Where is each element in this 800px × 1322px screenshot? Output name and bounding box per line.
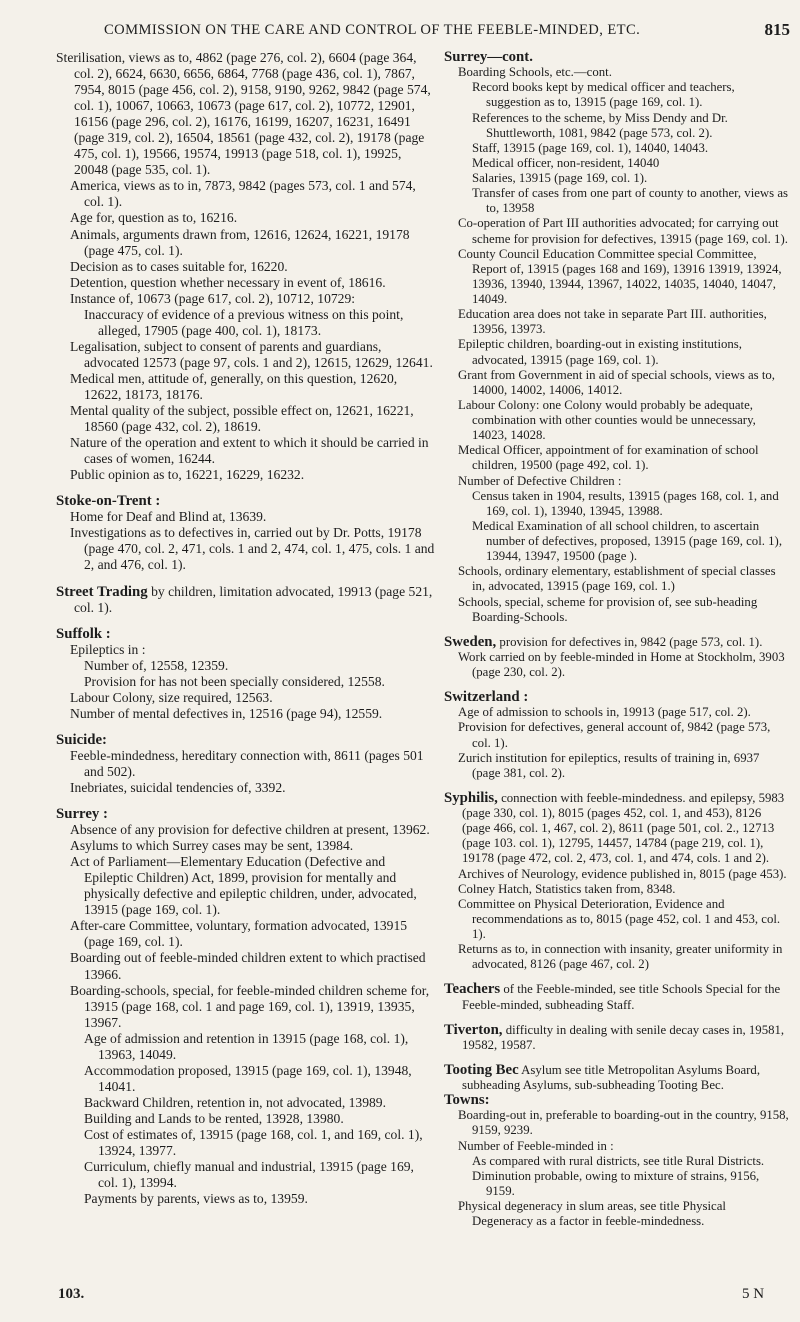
index-entry-text: Salaries, 13915 (page 169, col. 1). xyxy=(472,171,648,185)
index-heading: Suffolk : xyxy=(56,625,111,642)
index-entry-text: Census taken in 1904, results, 13915 (pages 168, col. 1, and 169, col. 1), 13940, 13945, 13988. xyxy=(472,488,779,518)
index-entry-text: Archives of Neurology, evidence published in, 8015 (page 453). xyxy=(458,866,787,881)
index-entry xyxy=(56,227,436,259)
index-entry xyxy=(444,942,790,972)
index-entry xyxy=(56,950,436,982)
index-heading: Tiverton, xyxy=(444,1021,503,1038)
index-entry-text: Medical Officer, appointment of for examination of school children, 19500 (page 492, col. 1). xyxy=(458,443,759,473)
index-entry xyxy=(444,489,790,519)
index-entry-text: of the Feeble-minded, see title Schools Special for the Feeble-minded, subheading Staff. xyxy=(462,982,781,1012)
index-column-right xyxy=(444,50,790,1229)
index-entry-text: America, views as to in, 7873, 9842 (pages 573, col. 1 and 574, col. 1). xyxy=(70,178,416,210)
index-entry xyxy=(56,838,436,854)
index-entry-text: Mental quality of the subject, possible effect on, 12621, 16221, 18560 (page 432, col. 2), 18619. xyxy=(70,403,414,435)
index-entry xyxy=(56,291,436,307)
index-entry-text: Decision as to cases suitable for, 16220. xyxy=(70,258,288,274)
index-entry xyxy=(444,791,790,867)
index-entry xyxy=(444,650,790,680)
index-entry xyxy=(444,519,790,564)
index-entry xyxy=(444,1139,790,1154)
index-heading: Surrey : xyxy=(56,806,108,823)
index-heading: Syphilis, xyxy=(444,789,498,806)
index-entry xyxy=(56,210,436,226)
index-entry-text: Number of, 12558, 12359. xyxy=(84,657,229,673)
index-entry xyxy=(444,690,790,705)
index-entry-text: Epileptics in : xyxy=(70,641,146,657)
index-entry xyxy=(56,748,436,780)
index-entry-text: Boarding Schools, etc.—cont. xyxy=(458,65,612,80)
index-entry-text: Schools, ordinary elementary, establishment of special classes in, advocated, 13915 (page 169, col. 1.) xyxy=(458,564,776,594)
index-entry xyxy=(444,1093,790,1108)
index-entry-text: Number of Feeble-minded in : xyxy=(458,1138,614,1153)
index-entry xyxy=(56,307,436,339)
index-entry xyxy=(444,171,790,186)
index-entry-text: Grant from Government in aid of special schools, views as to, 14000, 14002, 14006, 14012. xyxy=(458,367,776,397)
index-entry-text: Boarding-out in, preferable to boarding-out in the country, 9158, 9159, 9239. xyxy=(458,1108,789,1138)
index-entry xyxy=(444,1023,790,1053)
index-entry-text: Transfer of cases from one part of county to another, views as to, 13958 xyxy=(472,186,789,216)
index-entry xyxy=(444,1199,790,1229)
index-entry xyxy=(56,674,436,690)
index-heading: Stoke-on-Trent : xyxy=(56,493,161,510)
page-number: 815 xyxy=(764,20,790,39)
index-entry-text: Feeble-mindedness, hereditary connection with, 8611 (pages 501 and 502). xyxy=(70,747,424,779)
page-header xyxy=(0,0,800,50)
index-entry xyxy=(444,1169,790,1199)
index-heading: Sweden, xyxy=(444,633,497,650)
index-heading: Street Trading xyxy=(56,583,148,600)
index-entry-text: by children, limitation advocated, 19913 (page 521, col. 1). xyxy=(74,583,433,615)
index-entry-text: Boarding out of feeble-minded children extent to which practised 13966. xyxy=(70,950,426,982)
index-entry-text: Zurich institution for epileptics, results of training in, 6937 (page 381, col. 2). xyxy=(458,750,760,780)
index-entry xyxy=(444,1108,790,1138)
index-entry-text: Animals, arguments drawn from, 12616, 12624, 16221, 19178 (page 475, col. 1). xyxy=(70,226,410,258)
index-entry-text: Committee on Physical Deterioration, Evidence and recommendations as to, 8015 (page 452, col. 1 and 453, col. 1). xyxy=(458,896,781,941)
index-entry xyxy=(444,398,790,443)
index-entry-text: Medical Examination of all school children, to ascertain number of defectives, proposed, 13915 (page 169, col. 1), 13944, 13947, 19500 (page ). xyxy=(472,518,783,564)
index-entry-text: Accommodation proposed, 13915 (page 169, col. 1), 13948, 14041. xyxy=(84,1062,412,1094)
index-entry-text: Building and Lands to be rented, 13928, 13980. xyxy=(84,1110,344,1126)
index-entry-text: Number of Defective Children : xyxy=(458,473,622,488)
index-entry-text: Absence of any provision for defective children at present, 13962. xyxy=(70,822,430,838)
index-entry xyxy=(444,337,790,367)
index-entry xyxy=(56,690,436,706)
index-entry-text: Labour Colony: one Colony would probably be adequate, combination with other counties would be unnecessary, 14023, 14028. xyxy=(458,397,756,443)
index-entry xyxy=(56,1111,436,1127)
index-heading: Switzerland : xyxy=(444,689,529,706)
index-entry xyxy=(56,371,436,403)
index-entry-text: Age of admission to schools in, 19913 (page 517, col. 2). xyxy=(458,705,751,720)
index-entry-text: Physical degeneracy in slum areas, see title Physical Degeneracy as a factor in feeble-mindedness. xyxy=(458,1199,726,1229)
index-entry xyxy=(444,867,790,882)
index-heading: Towns: xyxy=(444,1092,490,1109)
signature-mark: 5 N xyxy=(742,1286,765,1302)
index-entry-text: Labour Colony, size required, 12563. xyxy=(70,689,273,705)
index-entry-text: Work carried on by feeble-minded in Home at Stockholm, 3903 (page 230, col. 2). xyxy=(458,649,785,679)
index-entry xyxy=(444,368,790,398)
index-entry xyxy=(56,1095,436,1111)
index-entry-text: Asylum see title Metropolitan Asylums Board, subheading Asylums, sub-subheading Tooting Bec. xyxy=(462,1062,761,1092)
index-entry xyxy=(56,642,436,658)
index-entry-text: Returns as to, in connection with insanity, greater uniformity in advocated, 8126 (page 467, col. 2) xyxy=(458,942,783,972)
index-entry xyxy=(444,307,790,337)
index-entry-text: Diminution probable, owing to mixture of strains, 9156, 9159. xyxy=(472,1168,760,1198)
index-entry xyxy=(444,474,790,489)
index-entry xyxy=(444,443,790,473)
signature-number: 103. xyxy=(58,1286,85,1302)
index-entry-text: Investigations as to defectives in, carried out by Dr. Potts, 19178 (page 470, col. 2, 471, cols. 1 and 2, 474, col. 1, 475, cols. 1 and 2, and 476, col. 1). xyxy=(70,525,435,573)
index-entry-text: As compared with rural districts, see title Rural Districts. xyxy=(472,1153,765,1168)
index-entry-text: Colney Hatch, Statistics taken from, 8348. xyxy=(458,881,676,896)
index-entry xyxy=(56,525,436,573)
index-entry xyxy=(56,275,436,291)
index-entry-text: Number of mental defectives in, 12516 (page 94), 12559. xyxy=(70,705,383,721)
index-entry-text: Cost of estimates of, 13915 (page 168, col. 1, and 169, col. 1), 13924, 13977. xyxy=(84,1127,423,1159)
index-entry-text: Inebriates, suicidal tendencies of, 3392. xyxy=(70,780,286,796)
index-entry xyxy=(444,247,790,308)
index-entry-text: Provision for has not been specially considered, 12558. xyxy=(84,673,385,689)
index-entry-text: Payments by parents, views as to, 13959. xyxy=(84,1191,308,1207)
index-entry xyxy=(56,732,436,748)
index-entry xyxy=(56,178,436,210)
index-entry xyxy=(56,658,436,674)
index-entry-text: Staff, 13915 (page 169, col. 1), 14040, 14043. xyxy=(472,140,709,155)
index-entry xyxy=(56,339,436,371)
index-entry xyxy=(444,564,790,594)
index-entry-text: Detention, question whether necessary in event of, 18616. xyxy=(70,274,386,290)
index-entry xyxy=(444,595,790,625)
index-entry-text: Age for, question as to, 16216. xyxy=(70,210,238,226)
index-entry-text: Age of admission and retention in 13915 (page 168, col. 1), 13963, 14049. xyxy=(84,1030,409,1062)
index-entry-text: Act of Parliament—Elementary Education (Defective and Epileptic Children) Act, 1899, provision for mentally and physically defective and epileptic children, under, advocated, 13915 (page 169, col. 1). xyxy=(70,854,417,918)
index-entry xyxy=(444,80,790,110)
index-entry-text: Medical officer, non-resident, 14040 xyxy=(472,155,660,170)
index-heading: Tooting Bec xyxy=(444,1061,519,1078)
index-entry xyxy=(444,897,790,942)
index-entry-text: Asylums to which Surrey cases may be sent, 13984. xyxy=(70,838,354,854)
index-entry xyxy=(444,111,790,141)
index-entry-text: Public opinion as to, 16221, 16229, 16232. xyxy=(70,467,305,483)
index-entry-text: Schools, special, scheme for provision of, see sub-heading Boarding-Schools. xyxy=(458,594,758,624)
index-entry xyxy=(56,1159,436,1191)
index-entry-text: Inaccuracy of evidence of a previous witness on this point, alleged, 17905 (page 400, col. 1), 18173. xyxy=(84,306,404,338)
index-entry xyxy=(444,156,790,171)
index-entry-text: difficulty in dealing with senile decay cases in, 19581, 19582, 19587. xyxy=(462,1022,785,1052)
index-column-left xyxy=(56,50,436,1207)
index-entry xyxy=(444,705,790,720)
index-entry-text: Home for Deaf and Blind at, 13639. xyxy=(70,509,267,525)
index-entry xyxy=(56,467,436,483)
index-entry xyxy=(56,403,436,435)
index-heading: Teachers xyxy=(444,981,501,998)
index-entry xyxy=(444,1154,790,1169)
index-entry-text: Legalisation, subject to consent of parents and guardians, advocated 12573 (page 97, cols. 1 and 2), 12615, 12629, 12641. xyxy=(70,338,433,370)
index-entry xyxy=(444,982,790,1012)
index-entry-text: connection with feeble-mindedness. and epilepsy, 5983 (page 330, col. 1), 8015 (pages 452, col. 1, and 453), 8126 (page 466, col. 1, 467, col. 2), 8611 (page 501, col. 2., 12713 (page 103. col. 1), 12795, 14457, 14784 (page 219, col. 1), 19178 (page 472, col. 2, 473, col. 1, and 474, cols. 1 and 2). xyxy=(462,790,785,866)
index-entry xyxy=(56,435,436,467)
index-entry-text: Epileptic children, boarding-out in existing institutions, advocated, 13915 (page 169, col. 1). xyxy=(458,337,742,367)
index-entry xyxy=(56,626,436,642)
index-entry xyxy=(56,50,436,178)
index-entry xyxy=(444,635,790,650)
index-entry xyxy=(56,493,436,509)
index-entry xyxy=(56,822,436,838)
running-title: COMMISSION ON THE CARE AND CONTROL OF THE FEEBLE-MINDED, ETC. xyxy=(104,22,641,38)
index-entry xyxy=(56,259,436,275)
index-entry xyxy=(56,983,436,1031)
index-entry-text: References to the scheme, by Miss Dendy and Dr. Shuttleworth, 1081, 9842 (page 573, col. 2). xyxy=(472,110,728,140)
index-entry xyxy=(56,706,436,722)
index-heading: Surrey—cont. xyxy=(444,49,533,65)
index-entry xyxy=(56,854,436,918)
index-entry-text: Nature of the operation and extent to which it should be carried in cases of women, 16244. xyxy=(70,435,429,467)
index-entry-text: Medical men, attitude of, generally, on this question, 12620, 12622, 18173, 18176. xyxy=(70,370,398,402)
index-entry xyxy=(444,1063,790,1093)
index-entry-text: provision for defectives in, 9842 (page 573, col. 1). xyxy=(496,634,763,649)
index-entry-text: Curriculum, chiefly manual and industrial, 13915 (page 169, col. 1), 13994. xyxy=(84,1159,414,1191)
index-entry-text: Education area does not take in separate Part III. authorities, 13956, 13973. xyxy=(458,307,767,337)
index-entry xyxy=(56,1031,436,1063)
index-entry-text: Record books kept by medical officer and teachers, suggestion as to, 13915 (page 169, col. 1). xyxy=(472,80,735,110)
index-entry xyxy=(56,584,436,616)
index-entry xyxy=(56,1191,436,1207)
index-entry xyxy=(56,1063,436,1095)
index-entry xyxy=(56,918,436,950)
index-entry-text: County Council Education Committee special Committee, Report of, 13915 (pages 168 and 169), 13916 13919, 13924, 13936, 13940, 13944, 13967, 14022, 14035, 14040, 14047, 14049. xyxy=(458,246,782,306)
index-entry xyxy=(444,882,790,897)
index-entry xyxy=(56,780,436,796)
index-heading: Suicide: xyxy=(56,731,107,748)
index-entry xyxy=(444,216,790,246)
index-entry xyxy=(444,141,790,156)
index-entry-text: Co-operation of Part III authorities advocated; for carrying out scheme for provision for defectives, 13915 (page 169, col. 1). xyxy=(458,216,788,246)
index-entry-text: Sterilisation, views as to, 4862 (page 276, col. 2), 6604 (page 364, col. 2), 6624, 6630, 6656, 6864, 7768 (page 436, col. 1), 7867, 7954, 8015 (page 456, col. 2), 9158, 9190, 9262, 9842 (page 574, col. 1), 10067, 10663, 10673 (page 617, col. 2), 10772, 12901, 16156 (page 296, col. 2), 16176, 16199, 16207, 16231, 16491 (page 319, col. 2), 16504, 18561 (page 432, col. 2), 19178 (page 475, col. 1), 19566, 19574, 19913 (page 518, col. 1), 19925, 20048 (page 535, col. 1). xyxy=(56,50,431,178)
index-entry xyxy=(444,751,790,781)
index-entry-text: Backward Children, retention in, not advocated, 13989. xyxy=(84,1094,387,1110)
index-entry-text: After-care Committee, voluntary, formation advocated, 13915 (page 169, col. 1). xyxy=(70,918,408,950)
index-entry-text: Instance of, 10673 (page 617, col. 2), 10712, 10729: xyxy=(70,290,356,306)
index-entry-text: Provision for defectives, general account of, 9842 (page 573, col. 1). xyxy=(458,720,771,750)
index-entry xyxy=(56,806,436,822)
index-entry xyxy=(56,1127,436,1159)
index-entry xyxy=(444,50,790,65)
index-entry xyxy=(56,509,436,525)
index-entry xyxy=(444,720,790,750)
index-entry xyxy=(444,65,790,80)
index-entry-text: Boarding-schools, special, for feeble-minded children scheme for, 13915 (page 168, col. 1 and page 169, col. 1), 13919, 13935, 13967. xyxy=(70,982,430,1030)
index-entry xyxy=(444,186,790,216)
